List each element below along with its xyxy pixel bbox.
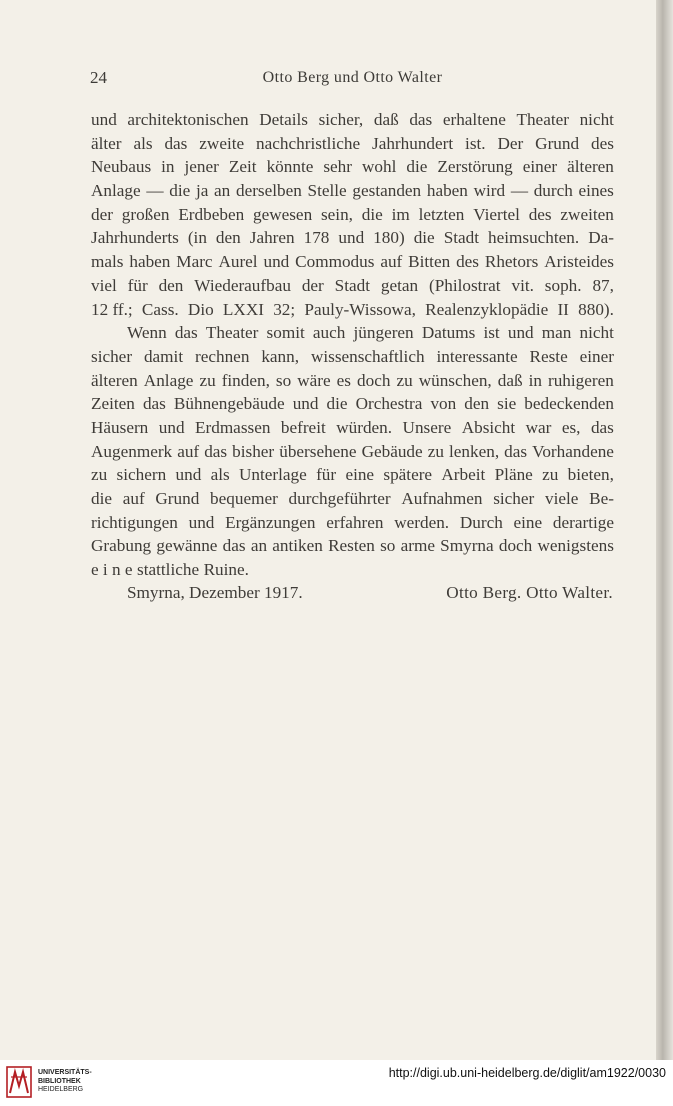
word: eine: [345, 465, 375, 485]
word: 87,: [592, 275, 614, 295]
word: Dio: [187, 299, 214, 319]
word: gewänne: [156, 536, 218, 556]
word: Augenmerk: [91, 441, 173, 461]
word: es,: [561, 417, 581, 437]
word: Jahrhunderts: [91, 228, 179, 248]
signature-authors: Otto Berg. Otto Walter.: [446, 583, 613, 602]
word: nachchristliche: [256, 133, 361, 153]
word: soph.: [544, 275, 582, 295]
word: jener: [184, 157, 219, 177]
word: Orchestra: [355, 394, 423, 414]
running-head: Otto Berg und Otto Walter: [262, 69, 443, 86]
word: daß: [373, 110, 399, 129]
word: im: [391, 204, 410, 224]
word: 180): [373, 228, 405, 248]
word: Smyrna: [440, 536, 494, 556]
word: in: [528, 370, 542, 390]
word: mals: [91, 252, 124, 272]
word: richtigungen: [91, 512, 178, 532]
word: großen: [121, 204, 170, 224]
word: bieten,: [567, 465, 614, 485]
word: Viertel: [473, 204, 520, 224]
word: stattliche: [137, 560, 200, 580]
word: —: [510, 181, 528, 201]
word: könnte: [266, 157, 314, 177]
word: Zerstörung: [437, 157, 513, 177]
word: Ruine.: [203, 560, 249, 580]
word: werden.: [394, 512, 450, 532]
word: kann,: [261, 346, 300, 366]
word: das: [409, 110, 433, 129]
word: lenken,: [449, 441, 500, 461]
word: die: [169, 181, 191, 201]
word: viele: [544, 489, 579, 508]
word: als: [210, 465, 230, 485]
text-line: [91, 558, 614, 582]
word: Grund: [155, 489, 200, 508]
word: Der: [497, 133, 524, 153]
word: nicht: [579, 110, 614, 129]
word: das: [142, 394, 166, 414]
word: das: [590, 417, 614, 437]
word: 880).: [578, 299, 614, 319]
word: ja: [195, 181, 209, 201]
word: zu: [199, 370, 216, 390]
word: und: [338, 228, 365, 248]
word: ruhigeren: [547, 370, 614, 390]
text-line: [91, 440, 614, 464]
word: Details: [259, 110, 308, 129]
word: und: [263, 252, 290, 272]
word: heimsuchten.: [488, 228, 580, 248]
word: einer: [522, 157, 558, 177]
word: Rhetors: [484, 252, 539, 272]
word: an: [214, 181, 231, 201]
word: Aurel: [218, 252, 258, 272]
word: sein,: [320, 204, 353, 224]
text-line: [91, 321, 614, 345]
text-line: [91, 250, 614, 274]
word: daß: [497, 370, 523, 390]
word: vit.: [511, 275, 534, 295]
word: der: [301, 275, 324, 295]
word: sehr: [323, 157, 352, 177]
word: Grund: [535, 133, 580, 153]
word: getan: [380, 275, 419, 295]
word: auf: [177, 441, 200, 461]
body-text: [91, 108, 614, 582]
word: die: [406, 157, 428, 177]
word: Zeiten: [91, 394, 135, 414]
word: und: [158, 417, 185, 437]
word: Erdmassen: [195, 417, 271, 437]
library-name-line-2: BIBLIOTHEK: [38, 1077, 81, 1085]
word: bedeckenden: [524, 394, 614, 414]
page-edge-shadow: [656, 0, 673, 1060]
word: 32;: [273, 299, 296, 319]
word: (in: [187, 228, 207, 248]
word: ist.: [465, 133, 486, 153]
word: Wenn: [127, 323, 167, 343]
word: Realenzyklopädie: [425, 299, 549, 319]
text-line: [91, 155, 614, 179]
word: Unsere: [402, 417, 452, 437]
word: eines: [578, 181, 614, 201]
word: war: [525, 417, 552, 437]
word: älteren: [91, 370, 138, 390]
word: Be-: [589, 489, 614, 508]
word: so: [380, 536, 396, 556]
word: übersehene: [279, 441, 357, 461]
word: gestanden: [352, 181, 422, 201]
word: haben: [426, 181, 468, 201]
word: architektonischen: [127, 110, 249, 129]
word: nicht: [579, 323, 614, 343]
word: zu: [396, 370, 413, 390]
word: rechnen: [195, 346, 250, 366]
word: 12 ff.;: [91, 299, 133, 319]
word: Zeit: [228, 157, 257, 177]
text-line: [91, 132, 614, 156]
word: an: [250, 536, 268, 556]
word: von: [430, 394, 457, 414]
word: des: [591, 133, 614, 153]
word: des: [456, 252, 479, 272]
word: Gebäude: [361, 441, 423, 461]
word: älter: [91, 133, 122, 153]
word: und: [188, 512, 215, 532]
word: Stelle: [307, 181, 347, 201]
word: sichern: [116, 465, 167, 485]
word: der: [91, 204, 113, 224]
word: und: [507, 323, 534, 343]
word: Wiederaufbau: [194, 275, 291, 295]
word: sicher: [91, 346, 133, 366]
word: bisher: [232, 441, 275, 461]
word: derselben: [235, 181, 302, 201]
word: älteren: [567, 157, 614, 177]
word: Bitten: [408, 252, 451, 272]
word: Jahrhundert: [372, 133, 454, 153]
word: doch: [357, 370, 391, 390]
word: sicher: [493, 489, 535, 508]
word: auf: [122, 489, 145, 508]
word: als: [133, 133, 153, 153]
word: zu: [427, 441, 444, 461]
word: Häusern: [91, 417, 149, 437]
text-line: [91, 345, 614, 369]
word: wohl: [361, 157, 397, 177]
word: Neubaus: [91, 157, 152, 177]
word: damit: [143, 346, 184, 366]
text-line: [91, 203, 614, 227]
text-line: [91, 226, 614, 250]
word: den: [215, 228, 241, 248]
word: das: [504, 441, 528, 461]
word: doch: [498, 536, 533, 556]
word: die: [361, 204, 383, 224]
word: somit: [266, 323, 305, 343]
signature-place-date: Smyrna, Dezember 1917.: [127, 583, 303, 602]
word: 178: [303, 228, 330, 248]
word: für: [127, 275, 148, 295]
word: durchgeführter: [288, 489, 391, 508]
text-line: [91, 416, 614, 440]
word: wünschen,: [418, 370, 492, 390]
word: Vorhandene: [532, 441, 614, 461]
word: sicher,: [318, 110, 364, 129]
word: Theater: [205, 323, 259, 343]
word: ist: [483, 323, 500, 343]
word: LXXI: [222, 299, 264, 319]
word: bequemer: [210, 489, 278, 508]
word: das: [222, 536, 246, 556]
word: des: [528, 204, 552, 224]
word: für: [316, 465, 337, 485]
word: Theater: [516, 110, 569, 129]
word: sie: [497, 394, 517, 414]
word: Marc: [176, 252, 213, 272]
word: arme: [400, 536, 435, 556]
word: den: [464, 394, 490, 414]
word: (Philostrat: [428, 275, 501, 295]
word: auch: [312, 323, 346, 343]
text-line: [91, 487, 614, 511]
university-library-logo-icon: [6, 1066, 32, 1098]
word: interessante: [436, 346, 518, 366]
word: die: [413, 228, 435, 248]
word: Anlage: [91, 181, 141, 201]
word: Durch: [459, 512, 503, 532]
word: jüngeren: [353, 323, 414, 343]
word: wäre: [297, 370, 331, 390]
word: Ergänzungen: [225, 512, 316, 532]
word: die: [326, 394, 348, 414]
word: haben: [129, 252, 171, 272]
word: man: [541, 323, 572, 343]
word: wenigstens: [537, 536, 614, 556]
word: die: [91, 489, 112, 508]
word: Aristeides: [544, 252, 614, 272]
word: Cass.: [141, 299, 179, 319]
text-line: [91, 369, 614, 393]
text-line: [91, 108, 614, 132]
word: eine: [513, 512, 543, 532]
word: Stadt: [443, 228, 480, 248]
word: derartige: [552, 512, 614, 532]
text-line: [91, 298, 614, 322]
word: Anlage: [143, 370, 194, 390]
word: einer: [579, 346, 614, 366]
library-name-line-1: UNIVERSITÄTS-: [38, 1069, 92, 1076]
word: spätere: [383, 465, 433, 485]
word: zu: [542, 465, 559, 485]
word: Bühnengebäude: [173, 394, 285, 414]
word: II: [557, 299, 569, 319]
viewer-footer: [0, 1060, 673, 1106]
word: in: [161, 157, 175, 177]
word: Datums: [421, 323, 476, 343]
word: das: [164, 133, 188, 153]
text-line: [91, 511, 614, 535]
word: zweiten: [560, 204, 614, 224]
word: letzten: [418, 204, 465, 224]
word: e i n e: [91, 560, 133, 580]
word: Da-: [588, 228, 614, 248]
word: Arbeit: [441, 465, 486, 485]
word: es: [336, 370, 351, 390]
word: Unterlage: [239, 465, 307, 485]
word: wird: [473, 181, 506, 201]
source-url-link[interactable]: http://digi.ub.uni-heidelberg.de/diglit/am1922/0030: [388, 1066, 666, 1080]
word: Jahren: [249, 228, 295, 248]
word: viel: [91, 275, 117, 295]
word: Absicht: [461, 417, 516, 437]
word: zu: [91, 465, 108, 485]
text-line: [91, 179, 614, 203]
word: zweite: [199, 133, 245, 153]
word: würden.: [336, 417, 393, 437]
word: Resten: [328, 536, 375, 556]
word: erhaltene: [442, 110, 506, 129]
word: und: [91, 110, 117, 129]
text-line: [91, 463, 614, 487]
page-header: [90, 68, 615, 92]
word: befreit: [280, 417, 326, 437]
library-name-line-3: HEIDELBERG: [38, 1086, 84, 1093]
word: durch: [533, 181, 573, 201]
word: antiken: [272, 536, 323, 556]
word: Aufnahmen: [401, 489, 483, 508]
word: finden,: [221, 370, 270, 390]
word: so: [275, 370, 292, 390]
word: Reste: [529, 346, 568, 366]
word: Erdbeben: [178, 204, 245, 224]
word: Grabung: [91, 536, 152, 556]
word: das: [174, 323, 198, 343]
word: das: [204, 441, 228, 461]
word: erfahren: [326, 512, 384, 532]
word: den: [158, 275, 184, 295]
text-line: [91, 534, 614, 558]
word: wissenschaftlich: [310, 346, 425, 366]
word: und: [292, 394, 319, 414]
word: Commodus: [295, 252, 375, 272]
text-line: [91, 392, 614, 416]
library-name: [38, 1069, 128, 1095]
word: gewesen: [252, 204, 313, 224]
word: Pauly-Wissowa,: [304, 299, 416, 319]
word: —: [146, 181, 164, 201]
word: Pläne: [494, 465, 533, 485]
word: und: [175, 465, 202, 485]
page-number: 24: [90, 68, 107, 87]
text-line: [91, 274, 614, 298]
word: auf: [380, 252, 403, 272]
signature-line: [127, 583, 613, 607]
word: Stadt: [334, 275, 370, 295]
